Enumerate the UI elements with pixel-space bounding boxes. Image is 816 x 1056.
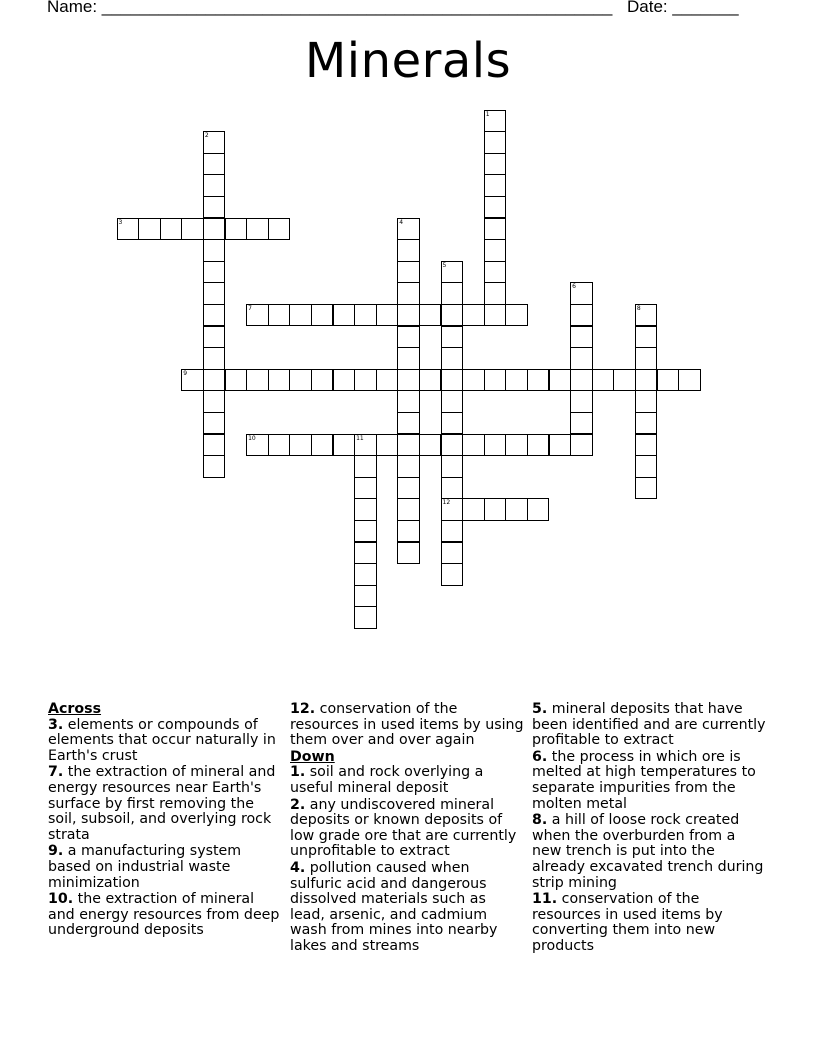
crossword-cell[interactable] [657, 369, 680, 392]
crossword-cell[interactable] [570, 390, 593, 413]
page-title: Minerals [304, 33, 512, 89]
crossword-cell[interactable] [570, 434, 593, 457]
crossword-cell[interactable] [441, 498, 464, 521]
clue-across-3: 3. elements or compounds of elements that occur naturally in Earth's crust [48, 716, 276, 764]
clue-number: 10 [248, 434, 256, 442]
crossword-cell[interactable] [268, 434, 291, 457]
clue-across-9: 9. a manufacturing system based on industrial waste minimization [48, 843, 242, 891]
crossword-cell[interactable] [354, 606, 377, 629]
crossword-cell[interactable] [441, 326, 464, 349]
crossword-cell[interactable] [484, 218, 507, 241]
crossword-cell[interactable] [333, 434, 356, 457]
crossword-cell[interactable] [311, 369, 334, 392]
crossword-cell[interactable] [354, 434, 377, 457]
crossword-cell[interactable] [397, 390, 420, 413]
crossword-cell[interactable] [203, 326, 226, 349]
clue-number: 8 [636, 304, 641, 312]
clue-column-2 [290, 702, 524, 956]
crossword-cell[interactable] [397, 218, 420, 241]
crossword-cell[interactable] [635, 434, 658, 457]
crossword-cell[interactable] [441, 412, 464, 435]
crossword-cell[interactable] [397, 282, 420, 305]
crossword-cell[interactable] [484, 434, 507, 457]
crossword-cell[interactable] [441, 369, 464, 392]
clue-number: 5 [442, 261, 447, 269]
crossword-cell[interactable] [570, 347, 593, 370]
crossword-cell[interactable] [354, 563, 377, 586]
crossword-cell[interactable] [311, 304, 334, 327]
clue-number: 7 [248, 304, 252, 312]
clue-down-1: 1. soil and rock overlying a useful mineral deposit [290, 764, 484, 796]
crossword-cell[interactable] [397, 542, 420, 565]
crossword-cell[interactable] [570, 326, 593, 349]
clue-column-1 [48, 702, 282, 940]
crossword-cell[interactable] [484, 304, 507, 327]
clue-number: 2 [204, 132, 209, 140]
crossword-cell[interactable] [203, 455, 226, 478]
crossword-cell[interactable] [246, 434, 269, 457]
crossword-cell[interactable] [397, 412, 420, 435]
crossword-cell[interactable] [484, 239, 507, 262]
clue-number: 9 [183, 369, 188, 377]
clue-across-7: 7. the extraction of mineral and energy resources near Earth's surface by first removing the soil, subsoil, and overlying rock strata [48, 764, 276, 843]
crossword-cell[interactable] [333, 369, 356, 392]
crossword-cell[interactable] [505, 369, 528, 392]
crossword-cell[interactable] [397, 434, 420, 457]
crossword-cell[interactable] [549, 369, 572, 392]
crossword-cell[interactable] [397, 498, 420, 521]
crossword-cell[interactable] [484, 261, 507, 284]
crossword-cell[interactable] [484, 174, 507, 197]
crossword-cell[interactable] [484, 196, 507, 219]
crossword-cell[interactable] [484, 110, 507, 133]
crossword-cell[interactable] [570, 412, 593, 435]
crossword-cell[interactable] [354, 542, 377, 565]
crossword-cell[interactable] [462, 434, 485, 457]
crossword-cell[interactable] [376, 304, 399, 327]
clue-number: 3 [118, 218, 123, 226]
crossword-cell[interactable] [376, 369, 399, 392]
crossword-cell[interactable] [203, 282, 226, 305]
crossword-cell[interactable] [138, 218, 161, 241]
crossword-cell[interactable] [484, 498, 507, 521]
crossword-cell[interactable] [462, 304, 485, 327]
crossword-cell[interactable] [397, 455, 420, 478]
crossword-cell[interactable] [354, 369, 377, 392]
crossword-cell[interactable] [203, 434, 226, 457]
crossword-cell[interactable] [397, 477, 420, 500]
crossword-cell[interactable] [354, 585, 377, 608]
crossword-cell[interactable] [225, 369, 248, 392]
down-heading: Down [290, 748, 335, 765]
clue-number: 12 [442, 499, 451, 507]
crossword-cell[interactable] [441, 261, 464, 284]
clue-down-8: 8. a hill of loose rock created when the overburden from a new trench is put into the already excavated trench during strip mining [532, 812, 764, 891]
crossword-cell[interactable] [311, 434, 334, 457]
crossword-cell[interactable] [289, 369, 312, 392]
crossword-cell[interactable] [268, 369, 291, 392]
crossword-cell[interactable] [268, 218, 291, 241]
crossword-cell[interactable] [441, 434, 464, 457]
crossword-cell[interactable] [635, 390, 658, 413]
crossword-cell[interactable] [203, 261, 226, 284]
crossword-cell[interactable] [462, 498, 485, 521]
crossword-cell[interactable] [570, 304, 593, 327]
crossword-cell[interactable] [203, 369, 226, 392]
crossword-cell[interactable] [635, 412, 658, 435]
clue-down-6: 6. the process in which ore is melted at high temperatures to separate impurities from the molten metal [532, 748, 756, 812]
crossword-cell[interactable] [203, 347, 226, 370]
crossword-cell[interactable] [441, 563, 464, 586]
crossword-cell[interactable] [289, 304, 312, 327]
clue-column-3 [532, 702, 766, 956]
crossword-cell[interactable] [484, 369, 507, 392]
crossword-cell[interactable] [203, 153, 226, 176]
crossword-cell[interactable] [419, 434, 442, 457]
crossword-cell[interactable] [203, 412, 226, 435]
crossword-cell[interactable] [527, 434, 550, 457]
crossword-cell[interactable] [441, 304, 464, 327]
crossword-cell[interactable] [246, 369, 269, 392]
crossword-cell[interactable] [484, 131, 507, 154]
crossword-cell[interactable] [397, 261, 420, 284]
crossword-cell[interactable] [635, 477, 658, 500]
crossword-cell[interactable] [441, 282, 464, 305]
crossword-cell[interactable] [397, 369, 420, 392]
crossword-cell[interactable] [441, 455, 464, 478]
crossword-cell[interactable] [505, 434, 528, 457]
crossword-cell[interactable] [203, 218, 226, 241]
crossword-cell[interactable] [181, 369, 204, 392]
crossword-cell[interactable] [570, 282, 593, 305]
crossword-cell[interactable] [441, 520, 464, 543]
crossword-cell[interactable] [549, 434, 572, 457]
crossword-cell[interactable] [203, 390, 226, 413]
crossword-cell[interactable] [441, 542, 464, 565]
crossword-cell[interactable] [203, 196, 226, 219]
crossword-cell[interactable] [268, 304, 291, 327]
crossword-cell[interactable] [462, 369, 485, 392]
clue-number: 6 [572, 283, 576, 291]
crossword-cell[interactable] [484, 282, 507, 305]
crossword-cell[interactable] [160, 218, 183, 241]
clue-down-5: 5. mineral deposits that have been identified and are currently profitable to extract [532, 701, 766, 749]
crossword-cell[interactable] [397, 520, 420, 543]
clue-number: 1 [485, 110, 490, 118]
crossword-cell[interactable] [117, 218, 140, 241]
clue-number: 4 [399, 218, 404, 226]
crossword-cell[interactable] [181, 218, 204, 241]
across-heading: Across [48, 701, 102, 717]
crossword-cell[interactable] [397, 326, 420, 349]
crossword-cell[interactable] [354, 304, 377, 327]
crossword-cell[interactable] [527, 369, 550, 392]
crossword-cell[interactable] [397, 304, 420, 327]
crossword-cell[interactable] [570, 369, 593, 392]
crossword-cell[interactable] [613, 369, 636, 392]
crossword-cell[interactable] [635, 326, 658, 349]
crossword-cell[interactable] [397, 239, 420, 262]
crossword-cell[interactable] [419, 369, 442, 392]
crossword-cell[interactable] [354, 455, 377, 478]
crossword-cell[interactable] [289, 434, 312, 457]
crossword-cell[interactable] [376, 434, 399, 457]
clue-across-12: 12. conservation of the resources in used items by using them over and over again [290, 701, 524, 749]
clue-down-11: 11. conservation of the resources in used items by converting them into new products [532, 891, 723, 954]
name-field-label: Name: ______________________________________________________ [47, 0, 613, 16]
crossword-cell[interactable] [635, 369, 658, 392]
crossword-cell[interactable] [592, 369, 615, 392]
clue-down-2: 2. any undiscovered mineral deposits or known deposits of low grade ore that are currently unprofitable to extract [290, 796, 517, 860]
crossword-cell[interactable] [441, 390, 464, 413]
crossword-cell[interactable] [246, 218, 269, 241]
crossword-cell[interactable] [484, 153, 507, 176]
crossword-cell[interactable] [419, 304, 442, 327]
crossword-cell[interactable] [203, 174, 226, 197]
crossword-cell[interactable] [203, 239, 226, 262]
crossword-cell[interactable] [354, 520, 377, 543]
crossword-cell[interactable] [527, 498, 550, 521]
crossword-cell[interactable] [203, 304, 226, 327]
clue-down-4: 4. pollution caused when sulfuric acid and dangerous dissolved materials such as lead, arsenic, and cadmium wash from mines into nearby lakes and streams [290, 859, 498, 954]
crossword-cell[interactable] [441, 477, 464, 500]
date-field-label: Date: _______ [627, 0, 739, 16]
crossword-cell[interactable] [441, 347, 464, 370]
crossword-cell[interactable] [505, 498, 528, 521]
crossword-cell[interactable] [203, 131, 226, 154]
crossword-cell[interactable] [678, 369, 701, 392]
crossword-cell[interactable] [333, 304, 356, 327]
crossword-cell[interactable] [505, 304, 528, 327]
crossword-cell[interactable] [635, 347, 658, 370]
crossword-cell[interactable] [354, 498, 377, 521]
clue-number: 11 [356, 434, 364, 442]
crossword-cell[interactable] [397, 347, 420, 370]
crossword-cell[interactable] [225, 218, 248, 241]
crossword-cell[interactable] [354, 477, 377, 500]
clue-across-10: 10. the extraction of mineral and energy resources from deep underground deposits [48, 891, 280, 939]
crossword-cell[interactable] [246, 304, 269, 327]
crossword-cell[interactable] [635, 455, 658, 478]
crossword-cell[interactable] [635, 304, 658, 327]
